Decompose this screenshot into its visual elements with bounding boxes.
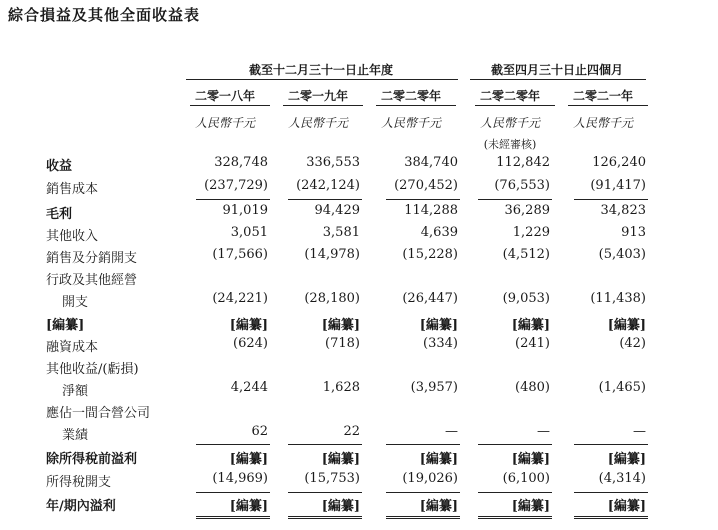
single-rule [196, 492, 270, 493]
table-cell: [編纂] [511, 452, 550, 467]
table-cell: 91,019 [222, 203, 268, 218]
table-cell: (9,053) [502, 291, 550, 306]
table-cell: 3,051 [230, 225, 268, 240]
row-label: 其他收入 [46, 229, 99, 244]
table-cell: (42) [619, 336, 646, 351]
unaudited-note: (未經審核) [483, 138, 537, 151]
table-row [0, 314, 718, 336]
table-row [0, 471, 718, 493]
table-cell: 328,748 [214, 155, 268, 170]
row-label: 毛利 [46, 207, 73, 222]
table-row [0, 448, 718, 470]
table-cell: [編纂] [321, 318, 360, 333]
table-cell: 4,639 [420, 225, 458, 240]
single-rule [196, 199, 270, 200]
table-cell: (718) [325, 336, 360, 351]
column-underline [190, 105, 270, 106]
row-label: [編纂] [46, 318, 85, 333]
table-cell: [編纂] [511, 499, 550, 514]
table-row [0, 291, 718, 313]
table-cell: 336,553 [306, 155, 360, 170]
table-cell: (480) [515, 380, 550, 395]
table-cell: 94,429 [314, 203, 360, 218]
table-row [0, 225, 718, 247]
column-header-2020-4m: 二零二零年 [479, 89, 540, 103]
table-cell: (11,438) [590, 291, 646, 306]
table-cell: [編纂] [511, 318, 550, 333]
table-cell: — [537, 424, 550, 439]
table-cell: [編纂] [419, 452, 458, 467]
table-cell: (14,969) [212, 471, 268, 486]
column-underline [283, 105, 363, 106]
double-rule [288, 516, 362, 519]
single-rule [574, 492, 648, 493]
table-cell: [編纂] [229, 499, 268, 514]
row-label: 除所得稅前溢利 [46, 452, 138, 467]
group-header-four-months: 截至四月三十日止四個月 [490, 63, 623, 77]
table-cell: [編纂] [229, 452, 268, 467]
table-row [0, 155, 718, 177]
single-rule [478, 492, 552, 493]
table-cell: (242,124) [296, 178, 360, 193]
row-label: 融資成本 [46, 340, 99, 355]
table-cell: [編纂] [607, 318, 646, 333]
table-cell: [編纂] [419, 318, 458, 333]
row-label: 所得稅開支 [46, 475, 112, 490]
single-rule [386, 199, 460, 200]
table-cell: (3,957) [410, 380, 458, 395]
column-header-2020: 二零二零年 [380, 89, 441, 103]
table-cell: 34,823 [600, 203, 646, 218]
column-header-2021-4m: 二零二一年 [572, 89, 633, 103]
table-cell: (15,753) [304, 471, 360, 486]
unit-label: 人民幣千元 [572, 116, 633, 130]
table-cell: (5,403) [598, 247, 646, 262]
table-cell: (334) [423, 336, 458, 351]
group-underline-year-end [186, 79, 458, 80]
table-cell: (237,729) [204, 178, 268, 193]
row-label: 行政及其他經營 [46, 273, 138, 288]
single-rule [386, 444, 460, 445]
table-cell: [編纂] [607, 499, 646, 514]
single-rule [196, 444, 270, 445]
table-cell: (91,417) [590, 178, 646, 193]
row-label: 應佔一間合營公司 [46, 406, 151, 421]
table-row [0, 495, 718, 517]
table-cell: (17,566) [212, 247, 268, 262]
table-cell: 1,628 [322, 380, 360, 395]
table-cell: — [633, 424, 646, 439]
table-cell: (4,314) [598, 471, 646, 486]
column-header-2018: 二零一八年 [194, 89, 255, 103]
double-rule [386, 516, 460, 519]
single-rule [288, 444, 362, 445]
table-cell: (24,221) [212, 291, 268, 306]
group-underline-four-months [470, 79, 646, 80]
single-rule [288, 492, 362, 493]
row-label: 年/期內溢利 [46, 499, 116, 514]
table-row [0, 247, 718, 269]
unit-label: 人民幣千元 [287, 116, 348, 130]
table-cell: 62 [251, 424, 268, 439]
table-cell: (28,180) [304, 291, 360, 306]
statement-title: 綜合損益及其他全面收益表 [8, 6, 201, 24]
unit-label: 人民幣千元 [479, 116, 540, 130]
row-label: 開支 [62, 295, 89, 310]
table-row [0, 380, 718, 402]
single-rule [574, 444, 648, 445]
table-cell: 3,581 [322, 225, 360, 240]
table-cell: 4,244 [230, 380, 268, 395]
table-row [0, 402, 718, 424]
table-row [0, 178, 718, 200]
row-label: 收益 [46, 159, 73, 174]
table-cell: 126,240 [592, 155, 646, 170]
table-cell: 384,740 [404, 155, 458, 170]
column-header-2019: 二零一九年 [287, 89, 348, 103]
table-cell: 1,229 [512, 225, 550, 240]
row-label: 淨額 [62, 384, 89, 399]
table-cell: — [445, 424, 458, 439]
double-rule [478, 516, 552, 519]
table-cell: 22 [343, 424, 360, 439]
double-rule [574, 516, 648, 519]
single-rule [478, 444, 552, 445]
table-row [0, 269, 718, 291]
unit-label: 人民幣千元 [194, 116, 255, 130]
single-rule [288, 199, 362, 200]
table-cell: (270,452) [394, 178, 458, 193]
table-cell: [編纂] [229, 318, 268, 333]
table-cell: (624) [233, 336, 268, 351]
table-cell: (19,026) [402, 471, 458, 486]
double-rule [196, 516, 270, 519]
row-label: 銷售成本 [46, 182, 99, 197]
unit-label: 人民幣千元 [380, 116, 441, 130]
table-cell: (14,978) [304, 247, 360, 262]
column-underline [376, 105, 456, 106]
table-cell: [編纂] [607, 452, 646, 467]
table-cell: [編纂] [321, 499, 360, 514]
row-label: 其他收益/(虧損) [46, 362, 139, 377]
table-cell: (241) [515, 336, 550, 351]
table-cell: 913 [621, 225, 646, 240]
table-cell: 114,288 [404, 203, 458, 218]
single-rule [574, 199, 648, 200]
single-rule [478, 199, 552, 200]
table-cell: [編纂] [419, 499, 458, 514]
table-row [0, 203, 718, 225]
table-cell: 112,842 [496, 155, 550, 170]
table-cell: (4,512) [502, 247, 550, 262]
table-cell: (26,447) [402, 291, 458, 306]
column-underline [568, 105, 648, 106]
table-cell: (15,228) [402, 247, 458, 262]
table-cell: [編纂] [321, 452, 360, 467]
table-cell: 36,289 [504, 203, 550, 218]
column-underline [475, 105, 555, 106]
row-label: 業績 [62, 428, 89, 443]
table-cell: (76,553) [494, 178, 550, 193]
row-label: 銷售及分銷開支 [46, 251, 138, 266]
single-rule [386, 492, 460, 493]
table-cell: (6,100) [502, 471, 550, 486]
group-header-year-end: 截至十二月三十一日止年度 [248, 63, 393, 77]
table-row [0, 424, 718, 446]
table-row [0, 358, 718, 380]
table-cell: (1,465) [598, 380, 646, 395]
table-row [0, 336, 718, 358]
